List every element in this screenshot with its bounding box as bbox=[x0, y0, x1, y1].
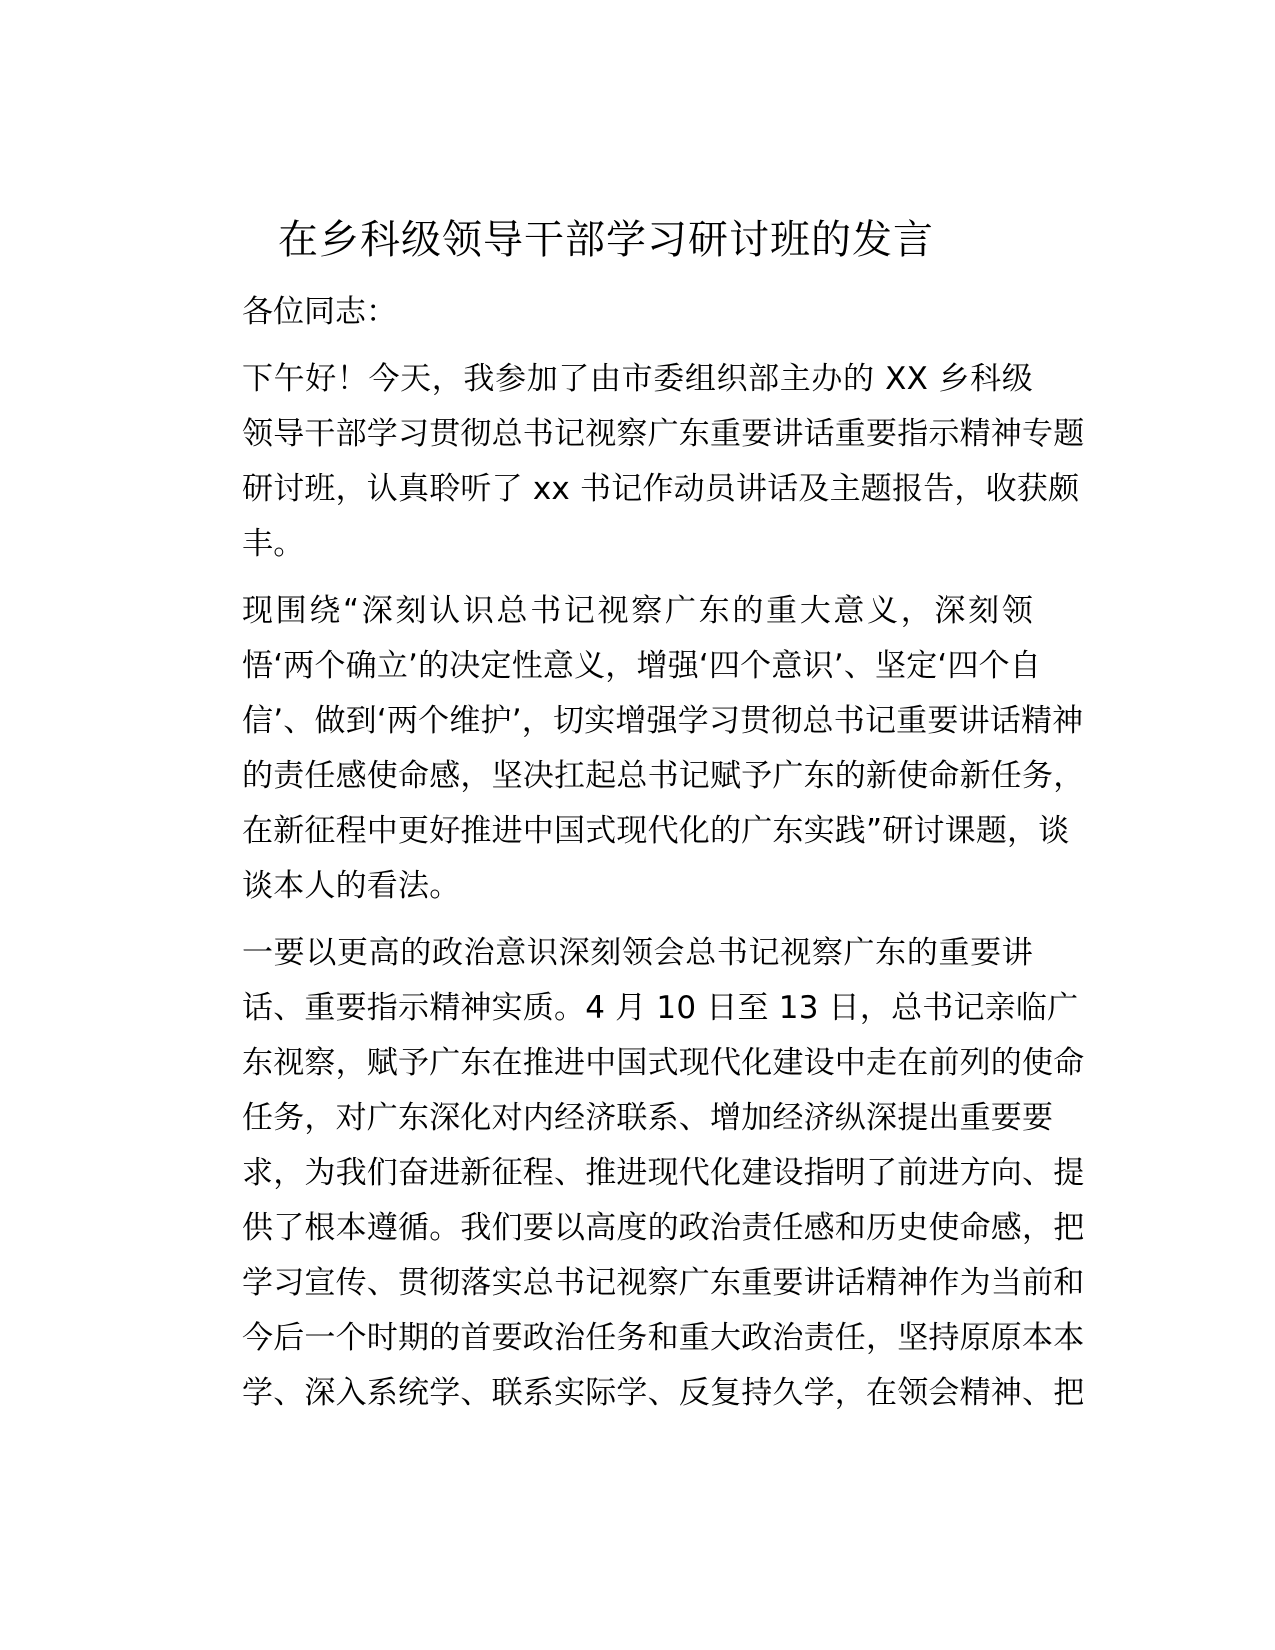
paragraph-point-one bbox=[180, 926, 1085, 1421]
paragraph-greeting bbox=[180, 352, 1085, 572]
text-line: 话、重要指示精神实质。4 月 10 日至 13 日，总书记亲临广 bbox=[242, 990, 1079, 1026]
text-line: 供了根本遵循。我们要以高度的政治责任感和历史使命感，把 bbox=[242, 1210, 1085, 1246]
text-line: 学、深入系统学、联系实际学、反复持久学，在领会精神、把 bbox=[242, 1375, 1085, 1411]
text-line: 现围绕“深刻认识总书记视察广东的重大意义，深刻领 bbox=[242, 593, 1033, 629]
text-line: 在新征程中更好推进中国式现代化的广东实践”研讨课题，谈 bbox=[242, 813, 1070, 849]
text-line: 信’、做到‘两个维护’，切实增强学习贯彻总书记重要讲话精神 bbox=[242, 703, 1084, 739]
text-line: 下午好！今天，我参加了由市委组织部主办的 XX 乡科级 bbox=[242, 361, 1033, 397]
text-line: 学习宣传、贯彻落实总书记视察广东重要讲话精神作为当前和 bbox=[242, 1265, 1085, 1301]
text-line: 一要以更高的政治意识深刻领会总书记视察广东的重要讲 bbox=[242, 935, 1033, 971]
text-line: 领导干部学习贯彻总书记视察广东重要讲话重要指示精神专题 bbox=[242, 416, 1085, 452]
document-title: 在乡科级领导干部学习研讨班的发言 bbox=[278, 217, 934, 263]
text-line: 求，为我们奋进新征程、推进现代化建设指明了前进方向、提 bbox=[242, 1155, 1085, 1191]
text-line: 任务，对广东深化对内经济联系、增加经济纵深提出重要要 bbox=[242, 1100, 1054, 1136]
text-line: 的责任感使命感，坚决扛起总书记赋予广东的新使命新任务， bbox=[242, 758, 1085, 794]
text-line: 研讨班，认真聆听了 xx 书记作动员讲话及主题报告，收获颇 bbox=[242, 471, 1080, 507]
document-body bbox=[180, 285, 1085, 1433]
text-line: 悟‘两个确立’的决定性意义，增强‘四个意识’、坚定‘四个自 bbox=[242, 648, 1042, 684]
paragraph-topic bbox=[180, 584, 1085, 914]
text-line: 谈本人的看法。 bbox=[242, 868, 461, 904]
salutation: 各位同志： bbox=[242, 294, 397, 330]
text-line: 今后一个时期的首要政治任务和重大政治责任，坚持原原本本 bbox=[242, 1320, 1085, 1356]
text-line: 东视察，赋予广东在推进中国式现代化建设中走在前列的使命 bbox=[242, 1045, 1085, 1081]
text-line: 丰。 bbox=[242, 526, 305, 562]
